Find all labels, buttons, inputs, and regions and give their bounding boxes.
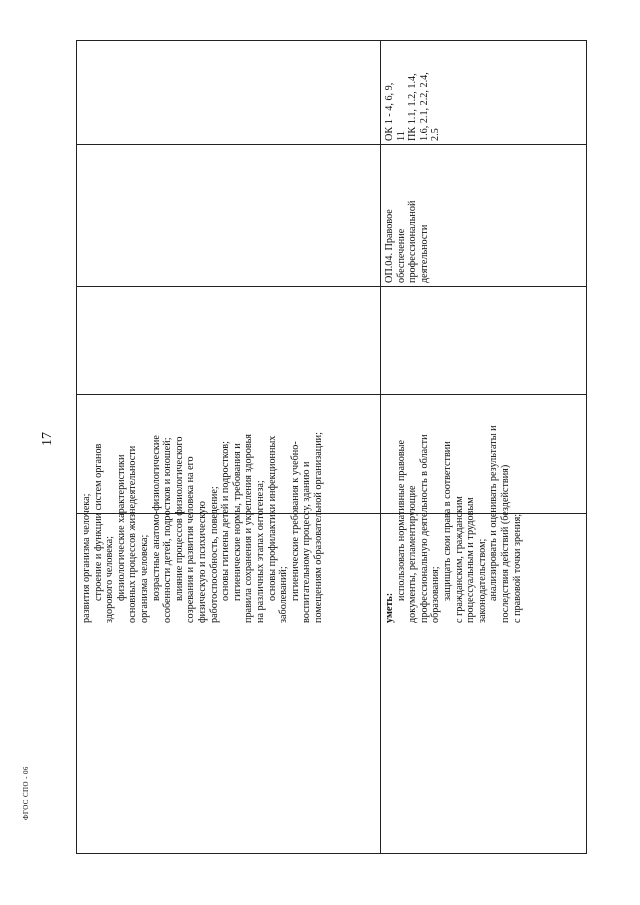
text-line: возрастные анатомо-физиологические	[150, 435, 162, 601]
column-divider-discipline	[77, 286, 586, 287]
text-line: основы профилактики инфекционных	[266, 435, 278, 601]
text-line: защищать свои права в соответствии	[441, 441, 453, 601]
text-line: использовать нормативные правовые	[395, 439, 407, 601]
column-divider-competencies	[77, 144, 586, 145]
row-2-discipline	[384, 201, 430, 283]
text-line: правила сохранения и укрепления здоровья	[243, 434, 255, 623]
row-2-description	[384, 425, 523, 623]
text-line: анализировать и оценивать результаты и	[488, 425, 500, 601]
text-line: 11	[395, 131, 407, 141]
text-line: созревания и развития человека на его	[185, 456, 197, 623]
text-line: воспитательному процессу, зданию и	[301, 461, 313, 623]
text-line: документы, регламентирующие	[407, 485, 419, 623]
text-line: законодательством;	[476, 538, 488, 623]
text-line: ПК 1.1, 1.2, 1.4,	[407, 73, 419, 141]
text-line: влияние процессов физиологического	[173, 436, 185, 601]
text-line: основных процессов жизнедеятельности	[127, 445, 139, 623]
page-number: 17	[40, 432, 55, 446]
text-line: ОК 1 - 4, 6, 9,	[384, 82, 395, 141]
column-divider-3	[77, 394, 586, 395]
text-line: организма человека;	[138, 534, 150, 623]
text-line: последствия действий (бездействия)	[499, 464, 511, 623]
text-line: помещениям образовательной организации;	[312, 432, 324, 623]
text-line: особенности детей, подростков и юношей;	[162, 437, 174, 623]
text-line: ОП.04. Правовое	[384, 209, 395, 283]
text-line: гигиенические нормы, требования и	[231, 443, 243, 601]
text-line: физиологические характеристики	[115, 454, 127, 601]
text-line: уметь:	[384, 592, 395, 623]
text-line: физическую и психическую	[196, 501, 208, 623]
text-line: деятельности	[418, 224, 430, 283]
text-line: профессиональной	[407, 200, 419, 283]
text-line: с гражданским, гражданским	[453, 496, 465, 623]
text-line: 1.6, 2.1, 2.2, 2.4,	[418, 72, 430, 141]
row-2-competencies	[384, 72, 442, 141]
text-line: строение и функции систем органов	[92, 443, 104, 601]
text-line: гигиенические требования к учебно-	[289, 441, 301, 601]
text-line: основы гигиены детей и подростков;	[220, 441, 232, 601]
text-line: 2.5	[430, 128, 442, 141]
text-line: процессуальным и трудовым	[465, 497, 477, 623]
text-line: на различных этапах онтогенеза;	[254, 480, 266, 623]
text-line: развития организма челочека;	[81, 493, 92, 623]
curriculum-table	[76, 40, 587, 854]
text-line: с правовой точки зрения;	[511, 513, 523, 623]
text-line: профессиональную деятельность в области	[418, 434, 430, 623]
text-line: образования;	[430, 566, 442, 623]
text-line: работоспособность, поведение;	[208, 486, 220, 623]
text-line: здорового человека;	[104, 536, 116, 623]
text-line: заболеваний;	[278, 566, 290, 623]
row-divider	[380, 41, 381, 853]
row-1-description	[81, 432, 324, 623]
text-line: обеспечение	[395, 228, 407, 283]
footer-code: ФГОС СПО - 06	[22, 766, 30, 820]
